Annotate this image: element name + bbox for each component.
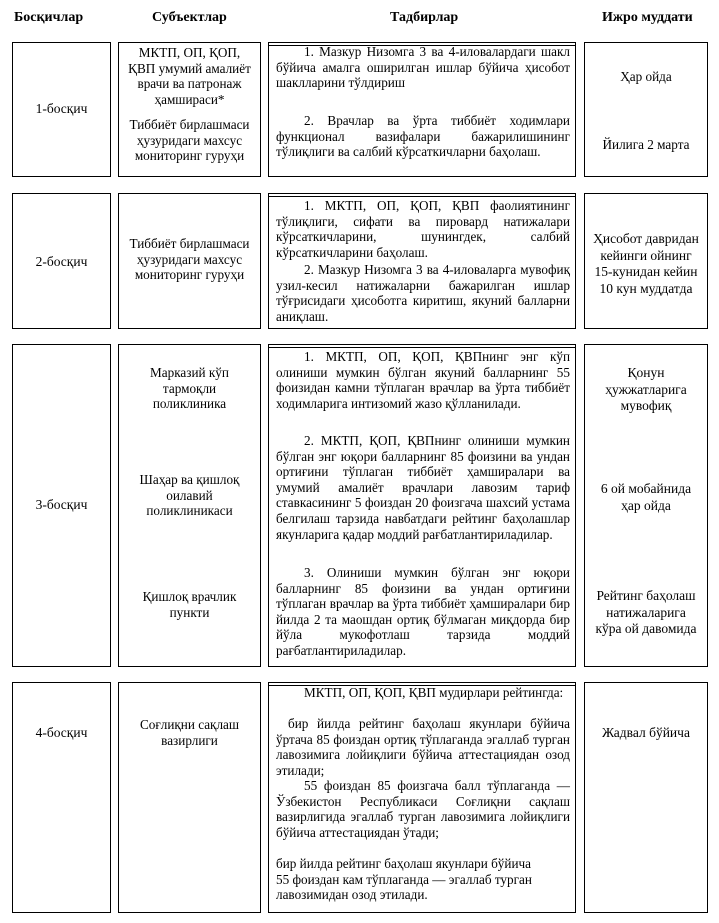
stage3-subject-b: Шаҳар ва қишлоқ оилавий поликлиникаси <box>139 472 240 519</box>
stage3-subject-cell <box>118 344 261 667</box>
stage3-deadline-cell <box>584 344 708 667</box>
stage3-measure-3: 3. Олиниши мумкин бўлган энг юқори балларнинг 85 фоизини ва ундан ортиғини тўплаган врачлар ва ўрта тиббиёт ҳамширалари бир йилда 2 та маошдан ортиқ бўлмаган миқдорда бир йўла мукофотлаш тарзида моддий рағбатлантириладилар. <box>276 565 570 658</box>
stage3-subject-c: Қишлоқ врачлик пункти <box>142 589 237 620</box>
stage3-label: 3-босқич <box>35 497 88 512</box>
stage4-measure-1: МКТП, ОП, ҚОП, ҚВП мудирлари рейтингда: <box>304 685 564 700</box>
stage1-deadline-b: Йилига 2 марта <box>602 137 690 152</box>
stage4-label: 4-босқич <box>35 725 88 740</box>
stage3-deadline-c: Рейтинг баҳолаш натижаларига кўра ой давомида <box>595 588 697 636</box>
stage1-measures-cell <box>268 42 576 177</box>
stage3-measure-2: 2. МКТП, ҚОП, ҚВПнинг олиниши мумкин бўлган энг юқори балларнинг 85 фоизини ва ундан ортиғини тўплаган тиббиёт ҳамширалари ва умумий амалиёт врачлари лавозим тариф ставкасининг 5 фоиздан 20 фоизгача шахсий устама белгилаш тарзида навбатдаги рейтинг баҳолашлар якунларига қадар моддий рағбатлантириладилар. <box>276 433 570 542</box>
stage4-subject: Соғлиқни сақлаш вазирлиги <box>139 717 240 748</box>
stage2-measure-2: 2. Мазкур Низомга 3 ва 4-иловаларга мувофиқ узил-кесил натижаларни бажарилган ишлар тўғрисидаги ҳисоботга киритиш, якуний балларни аниқлаш. <box>276 262 570 324</box>
stage2-label: 2-босқич <box>35 254 88 269</box>
header-subjects: Субъектлар <box>152 10 227 25</box>
stage1-label: 1-босқич <box>35 101 88 116</box>
stage1-subject-cell <box>118 42 261 177</box>
header-measures: Тадбирлар <box>390 10 459 25</box>
stage1-subject-b: Тиббиёт бирлашмаси ҳузуридаги махсус мониторинг гуруҳи <box>129 117 250 164</box>
stage1-subject-a: МКТП, ОП, ҚОП, ҚВП умумий амалиёт врачи ва патронаж ҳамшираси* <box>128 45 251 107</box>
stage4-measure-3: 55 фоиздан 85 фоизгача балл тўплаганда — Ўзбекистон Республикаси Соғлиқни сақлаш вазирлигида эгаллаб турган лавозимига лойиқлиги бўйича аттестациядан ўтади; <box>276 778 570 840</box>
stage4-label-cell <box>12 682 111 913</box>
stage2-subject-cell <box>118 193 261 329</box>
stage4-deadline: Жадвал бўйича <box>602 725 690 740</box>
stage1-measure-2: 2. Врачлар ва ўрта тиббиёт ходимлари функционал вазифалари бажарилишининг тўлиқлиги ва салбий кўрсаткичларни баҳолаш. <box>276 113 570 160</box>
stage4-deadline-cell <box>584 682 708 913</box>
stage3-subject-a: Марказий кўп тармоқли поликлиника <box>150 365 229 412</box>
header-stages: Босқичлар <box>14 10 84 25</box>
stage2-deadline-cell <box>584 193 708 329</box>
stage1-deadline-a: Ҳар ойда <box>620 69 672 84</box>
stage4-subject-cell <box>118 682 261 913</box>
stage2-measures-cell <box>268 193 576 329</box>
stage1-measure-1: 1. Мазкур Низомга 3 ва 4-иловалардаги шакл бўйича амалга оширилган ишлар бўйича ҳисобот шаклларини тўлдириш <box>276 44 570 91</box>
stage3-deadline-a: Қонун ҳужжатларига мувофиқ <box>605 365 687 413</box>
stage4-measures-cell <box>268 682 576 913</box>
header-deadline: Ижро муддати <box>602 10 693 25</box>
stage2-measure-1: 1. МКТП, ОП, ҚОП, ҚВП фаолиятининг тўлиқлиги, сифати ва пировард натижалари кўрсаткичларини, шунингдек, салбий кўрсаткичларини баҳолаш. <box>276 198 570 260</box>
stage2-label-cell <box>12 193 111 329</box>
stage2-deadline: Ҳисобот давридан кейинги ойнинг 15-кунидан кейин 10 кун муддатда <box>593 231 699 296</box>
stage3-label-cell <box>12 344 111 667</box>
stage3-measure-1: 1. МКТП, ОП, ҚОП, ҚВПнинг энг кўп олиниши мумкин бўлган якуний балларнинг 55 фоизидан камни тўплаган врачлар ва ўрта тиббиёт ходимларига интизомий жазо қўлланилади. <box>276 349 570 411</box>
stage1-label-cell <box>12 42 111 177</box>
stage4-measure-2: бир йилда рейтинг баҳолаш якунлари бўйича ўртача 85 фоиздан ортиқ тўплаганда эгаллаб турган лавозимига лойиқлиги бўйича аттестациядан озод этилади; <box>276 716 570 778</box>
stage3-measures-cell <box>268 344 576 667</box>
stage4-measure-4: бир йилда рейтинг баҳолаш якунлари бўйича 55 фоиздан кам тўплаганда — эгаллаб турган лавозимидан озод этилади. <box>276 856 532 903</box>
stage1-deadline-cell <box>584 42 708 177</box>
stage2-subject: Тиббиёт бирлашмаси ҳузуридаги махсус мониторинг гуруҳи <box>129 236 250 283</box>
stage3-deadline-b: 6 ой мобайнида ҳар ойда <box>600 481 692 513</box>
